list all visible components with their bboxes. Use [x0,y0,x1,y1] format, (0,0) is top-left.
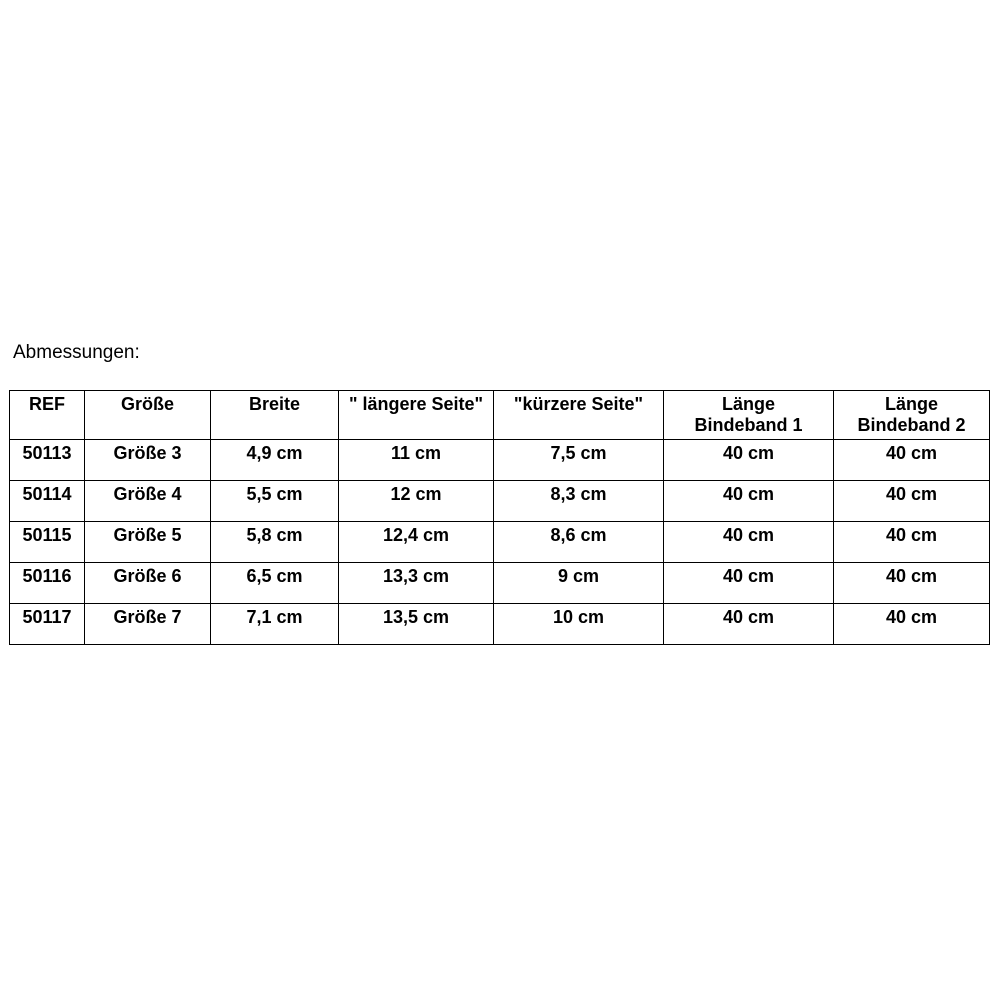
cell-width: 5,5 cm [211,481,339,522]
header-shorter-side: "kürzere Seite" [494,391,664,440]
table-row [10,440,990,481]
cell-tie-length-2: 40 cm [834,481,990,522]
cell-tie-length-1: 40 cm [664,440,834,481]
cell-size: Größe 4 [85,481,211,522]
cell-tie-length-2: 40 cm [834,563,990,604]
cell-ref: 50114 [10,481,85,522]
cell-shorter-side: 8,6 cm [494,522,664,563]
header-size: Größe [85,391,211,440]
table-row [10,604,990,645]
cell-shorter-side: 8,3 cm [494,481,664,522]
cell-longer-side: 11 cm [339,440,494,481]
header-longer-side: " längere Seite" [339,391,494,440]
cell-shorter-side: 10 cm [494,604,664,645]
cell-tie-length-2: 40 cm [834,440,990,481]
cell-ref: 50113 [10,440,85,481]
table-row [10,481,990,522]
cell-longer-side: 13,5 cm [339,604,494,645]
cell-ref: 50116 [10,563,85,604]
cell-ref: 50117 [10,604,85,645]
table-header-row [10,391,990,440]
cell-tie-length-1: 40 cm [664,563,834,604]
cell-tie-length-2: 40 cm [834,522,990,563]
cell-width: 5,8 cm [211,522,339,563]
cell-ref: 50115 [10,522,85,563]
table-row [10,563,990,604]
cell-tie-length-1: 40 cm [664,522,834,563]
cell-size: Größe 7 [85,604,211,645]
cell-size: Größe 6 [85,563,211,604]
header-ref: REF [10,391,85,440]
header-width: Breite [211,391,339,440]
cell-longer-side: 12 cm [339,481,494,522]
cell-tie-length-1: 40 cm [664,481,834,522]
cell-tie-length-1: 40 cm [664,604,834,645]
dimensions-table [9,390,990,645]
cell-longer-side: 12,4 cm [339,522,494,563]
header-tie-length-2: Länge Bindeband 2 [834,391,990,440]
cell-tie-length-2: 40 cm [834,604,990,645]
cell-size: Größe 3 [85,440,211,481]
cell-size: Größe 5 [85,522,211,563]
cell-width: 7,1 cm [211,604,339,645]
table-row [10,522,990,563]
cell-width: 6,5 cm [211,563,339,604]
cell-shorter-side: 7,5 cm [494,440,664,481]
header-tie-length-1: Länge Bindeband 1 [664,391,834,440]
dimensions-caption: Abmessungen: [13,342,140,363]
cell-shorter-side: 9 cm [494,563,664,604]
cell-width: 4,9 cm [211,440,339,481]
cell-longer-side: 13,3 cm [339,563,494,604]
